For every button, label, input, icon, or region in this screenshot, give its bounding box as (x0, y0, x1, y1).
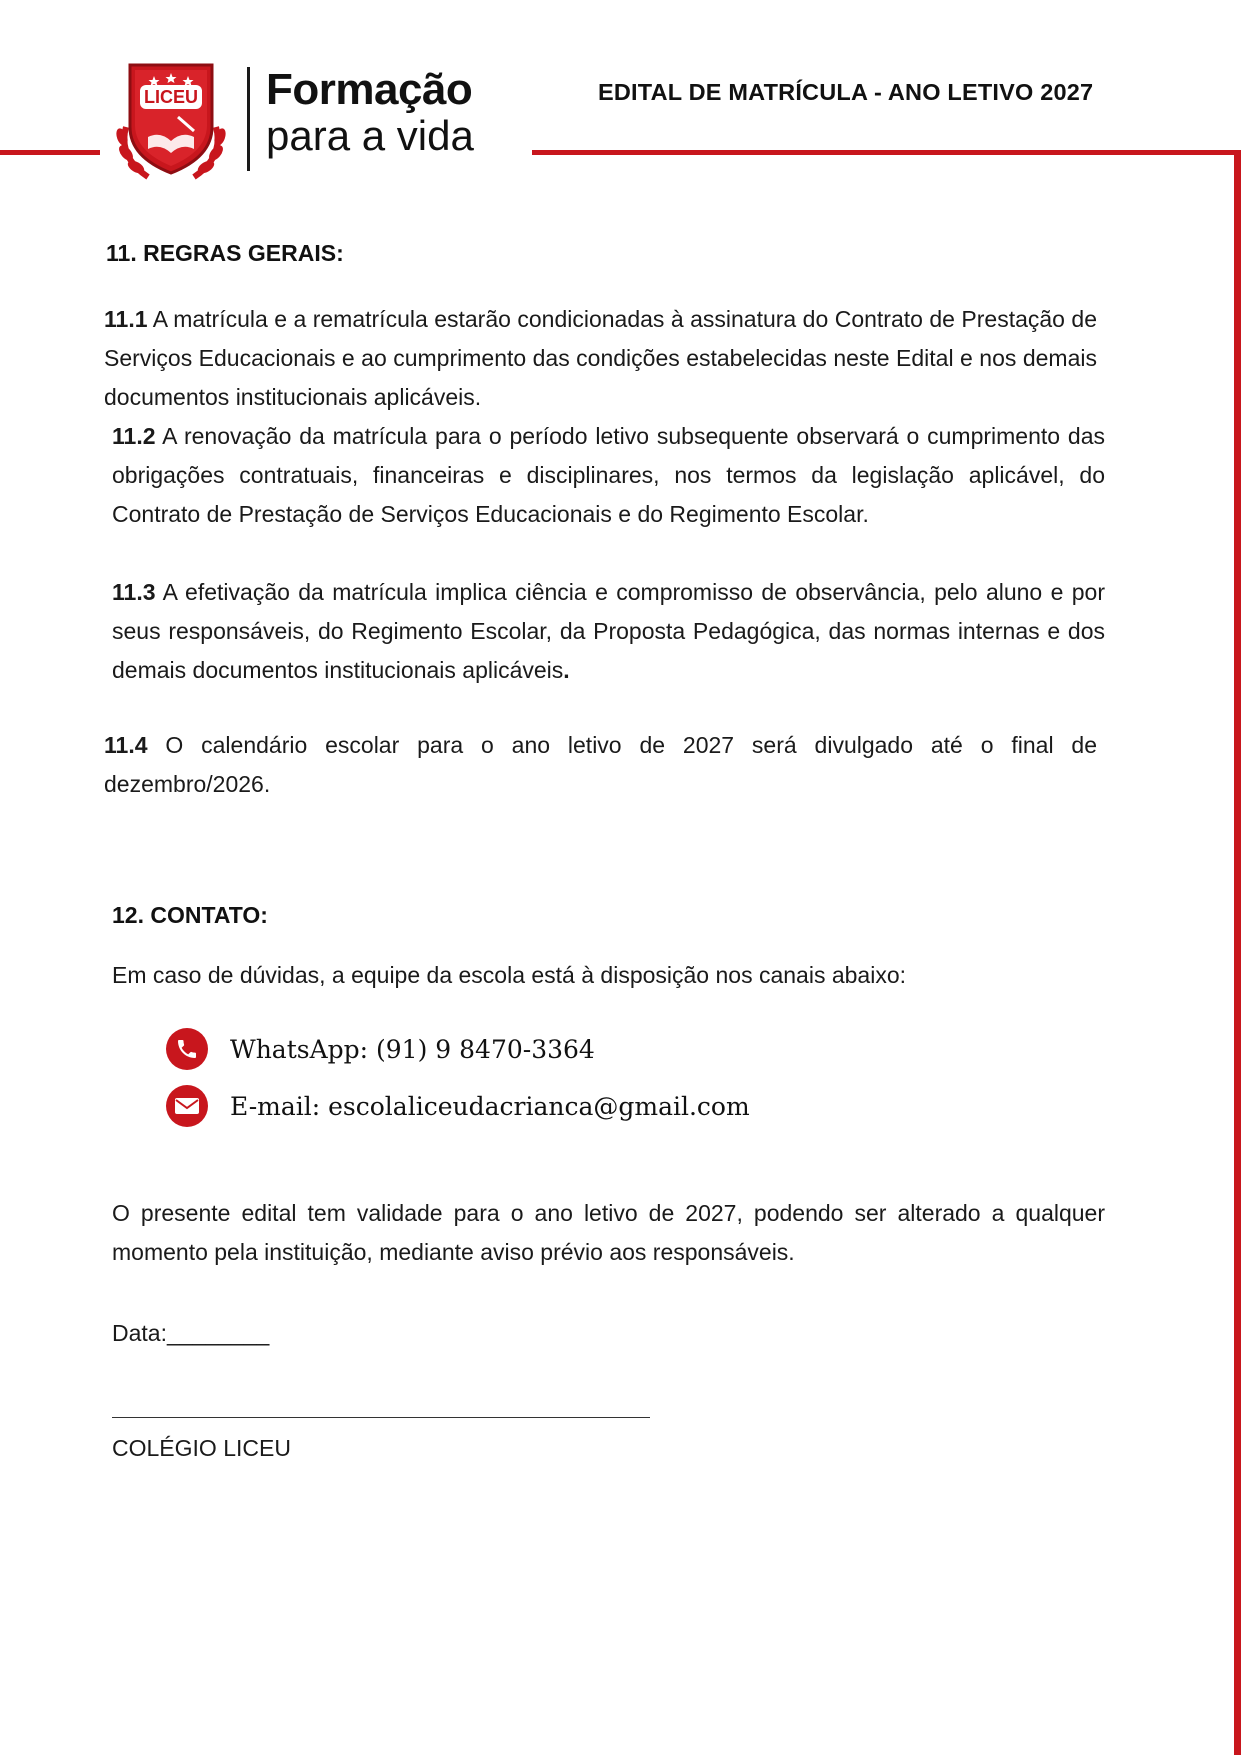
rule-11-4 (104, 726, 1097, 804)
rule-11-1 (104, 300, 1097, 417)
contact-intro: Em caso de dúvidas, a equipe da escola está à disposição nos canais abaixo: (112, 962, 907, 988)
page-border-right (1234, 150, 1241, 1755)
whatsapp-text: WhatsApp: (91) 9 8470-3364 (230, 1034, 595, 1064)
mail-icon (166, 1085, 208, 1127)
contact-email[interactable] (166, 1085, 750, 1127)
rule-11-3 (112, 573, 1105, 690)
rule-trailing-period: . (563, 657, 570, 683)
email-text: E-mail: escolaliceudacrianca@gmail.com (230, 1091, 750, 1121)
validity-note: O presente edital tem validade para o ano letivo de 2027, podendo ser alterado a qualquer momento pela instituição, mediante aviso prévio aos responsáveis. (112, 1200, 1105, 1265)
rule-number: 11.2 (112, 423, 156, 449)
signature-line (112, 1417, 650, 1418)
tagline-line-2: para a vida (266, 112, 474, 159)
signature-name: COLÉGIO LICEU (112, 1435, 291, 1461)
phone-icon (166, 1028, 208, 1070)
rule-text: A efetivação da matrícula implica ciência e compromisso de observância, pelo aluno e por seus responsáveis, do Regimento Escolar, da Proposta Pedagógica, das normas internas e dos demais documentos institucionais aplicáveis (112, 579, 1106, 683)
rule-number: 11.1 (104, 306, 148, 332)
rule-text: A renovação da matrícula para o período letivo subsequente observará o cumprimento das obrigações contratuais, financeiras e disciplinares, nos termos da legislação aplicável, do Contrato de Prestação de Serviços Educacionais e do Regimento Escolar. (112, 423, 1105, 527)
section-12-title: 12. CONTATO: (112, 902, 268, 928)
rule-number: 11.4 (104, 732, 148, 758)
section-11-title: 11. REGRAS GERAIS: (106, 240, 344, 266)
rule-number: 11.3 (112, 579, 156, 605)
document-title: EDITAL DE MATRÍCULA - ANO LETIVO 2027 (598, 79, 1094, 105)
rule-text: A matrícula e a rematrícula estarão condicionadas à assinatura do Contrato de Prestação de Serviços Educacionais e ao cumprimento das condições estabelecidas neste Edital e nos demais documentos institucionais aplicáveis. (104, 306, 1097, 410)
contact-whatsapp[interactable] (166, 1028, 595, 1070)
rule-text: O calendário escolar para o ano letivo de 2027 será divulgado até o final de dezembro/2026. (104, 732, 1097, 797)
logo-divider (247, 67, 250, 171)
rule-11-2 (112, 417, 1105, 534)
tagline-line-1: Formação (266, 65, 473, 114)
svg-text:LICEU: LICEU (144, 87, 198, 107)
school-logo (100, 55, 532, 185)
liceu-crest-icon (108, 57, 234, 185)
date-field-label: Data:________ (112, 1320, 270, 1346)
